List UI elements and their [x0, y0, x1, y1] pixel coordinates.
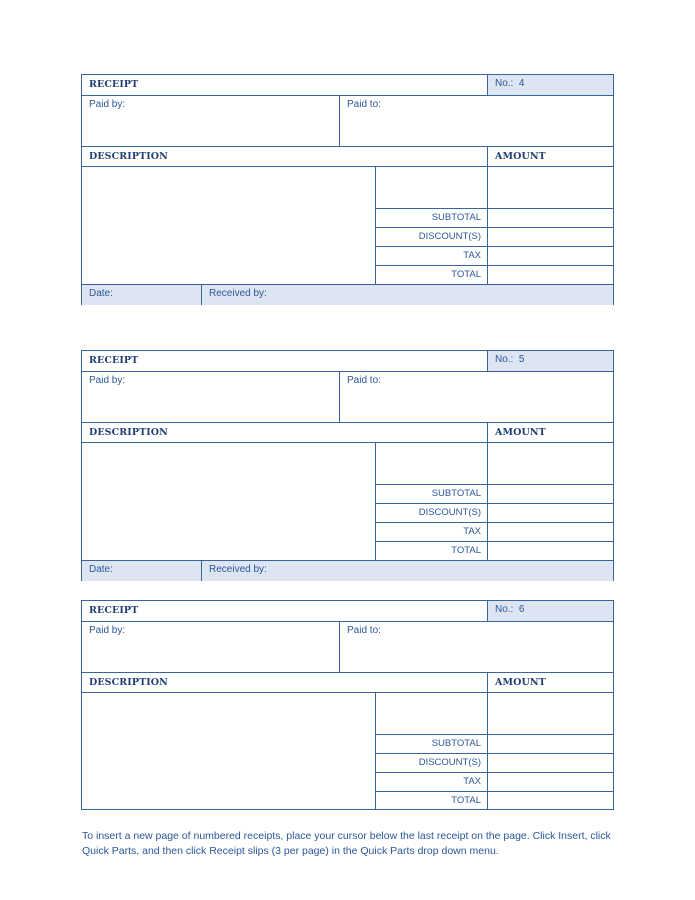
receipt-title: RECEIPT	[89, 79, 139, 90]
total-label: TOTAL	[375, 791, 487, 810]
tax-label: TAX	[375, 246, 487, 265]
total-amount-field[interactable]	[487, 791, 613, 810]
item-row	[375, 692, 613, 734]
footer-row	[82, 560, 613, 581]
total-amount-field[interactable]	[487, 541, 613, 560]
receipt-title: RECEIPT	[89, 355, 139, 366]
paid-by-field[interactable]: Paid by:	[89, 375, 126, 386]
discounts-amount-field[interactable]	[487, 227, 613, 246]
receipt-number	[487, 351, 613, 371]
subtotal-amount-field[interactable]	[487, 208, 613, 227]
item-amount-field[interactable]	[487, 692, 613, 734]
discounts-row	[375, 753, 613, 772]
tax-amount-field[interactable]	[487, 772, 613, 791]
discounts-label: DISCOUNT(S)	[375, 503, 487, 522]
description-field[interactable]	[82, 693, 375, 810]
paid-by-field[interactable]: Paid by:	[89, 625, 126, 636]
total-label: TOTAL	[375, 541, 487, 560]
column-header-row	[82, 146, 613, 166]
amount-header: AMOUNT	[487, 147, 613, 166]
item-detail-field[interactable]	[375, 442, 487, 484]
item-detail-field[interactable]	[375, 166, 487, 208]
discounts-amount-field[interactable]	[487, 753, 613, 772]
number-value: 4	[518, 78, 525, 89]
payer-row	[82, 95, 613, 146]
discounts-row	[375, 503, 613, 522]
item-row	[375, 442, 613, 484]
column-header-row	[82, 672, 613, 692]
receipt-slip	[81, 600, 614, 810]
subtotal-row	[375, 734, 613, 753]
receipt-slip	[81, 350, 614, 581]
tax-row	[375, 522, 613, 541]
subtotal-amount-field[interactable]	[487, 734, 613, 753]
paid-to-field[interactable]: Paid to:	[339, 372, 613, 422]
description-header: DESCRIPTION	[89, 427, 168, 438]
subtotal-label: SUBTOTAL	[375, 484, 487, 503]
amount-header: AMOUNT	[487, 673, 613, 692]
column-header-row	[82, 422, 613, 442]
item-detail-field[interactable]	[375, 692, 487, 734]
discounts-label: DISCOUNT(S)	[375, 753, 487, 772]
subtotal-label: SUBTOTAL	[375, 208, 487, 227]
tax-label: TAX	[375, 522, 487, 541]
paid-by-field[interactable]: Paid by:	[89, 99, 126, 110]
description-field[interactable]	[82, 443, 375, 560]
subtotal-amount-field[interactable]	[487, 484, 613, 503]
description-field[interactable]	[82, 167, 375, 284]
number-value: 6	[518, 604, 525, 615]
total-row	[375, 541, 613, 560]
number-prefix: No.:	[495, 78, 514, 89]
date-field[interactable]: Date:	[89, 564, 113, 575]
total-amount-field[interactable]	[487, 265, 613, 284]
receipt-slip	[81, 74, 614, 305]
number-value: 5	[518, 354, 525, 365]
received-by-field[interactable]: Received by:	[201, 285, 613, 305]
total-row	[375, 265, 613, 284]
paid-to-field[interactable]: Paid to:	[339, 622, 613, 672]
discounts-row	[375, 227, 613, 246]
payer-row	[82, 371, 613, 422]
description-header: DESCRIPTION	[89, 677, 168, 688]
item-row	[375, 166, 613, 208]
receipt-header-row	[82, 601, 613, 621]
total-label: TOTAL	[375, 265, 487, 284]
instructions-text: To insert a new page of numbered receipts, place your cursor below the last receipt on the page. Click Insert, click Quick Parts, and then click Receipt slips (3 per page) in the Quick Parts drop down menu.	[82, 830, 611, 857]
tax-label: TAX	[375, 772, 487, 791]
total-row	[375, 791, 613, 810]
tax-amount-field[interactable]	[487, 522, 613, 541]
tax-row	[375, 246, 613, 265]
tax-amount-field[interactable]	[487, 246, 613, 265]
footer-row	[82, 284, 613, 305]
subtotal-row	[375, 208, 613, 227]
discounts-label: DISCOUNT(S)	[375, 227, 487, 246]
received-by-field[interactable]: Received by:	[201, 561, 613, 581]
payer-row	[82, 621, 613, 672]
receipt-header-row	[82, 351, 613, 371]
item-amount-field[interactable]	[487, 166, 613, 208]
paid-to-field[interactable]: Paid to:	[339, 96, 613, 146]
description-header: DESCRIPTION	[89, 151, 168, 162]
tax-row	[375, 772, 613, 791]
subtotal-label: SUBTOTAL	[375, 734, 487, 753]
number-prefix: No.:	[495, 604, 514, 615]
item-amount-field[interactable]	[487, 442, 613, 484]
receipt-header-row	[82, 75, 613, 95]
discounts-amount-field[interactable]	[487, 503, 613, 522]
receipt-title: RECEIPT	[89, 605, 139, 616]
number-prefix: No.:	[495, 354, 514, 365]
subtotal-row	[375, 484, 613, 503]
amount-header: AMOUNT	[487, 423, 613, 442]
receipt-number	[487, 601, 613, 621]
date-field[interactable]: Date:	[89, 288, 113, 299]
receipt-number	[487, 75, 613, 95]
